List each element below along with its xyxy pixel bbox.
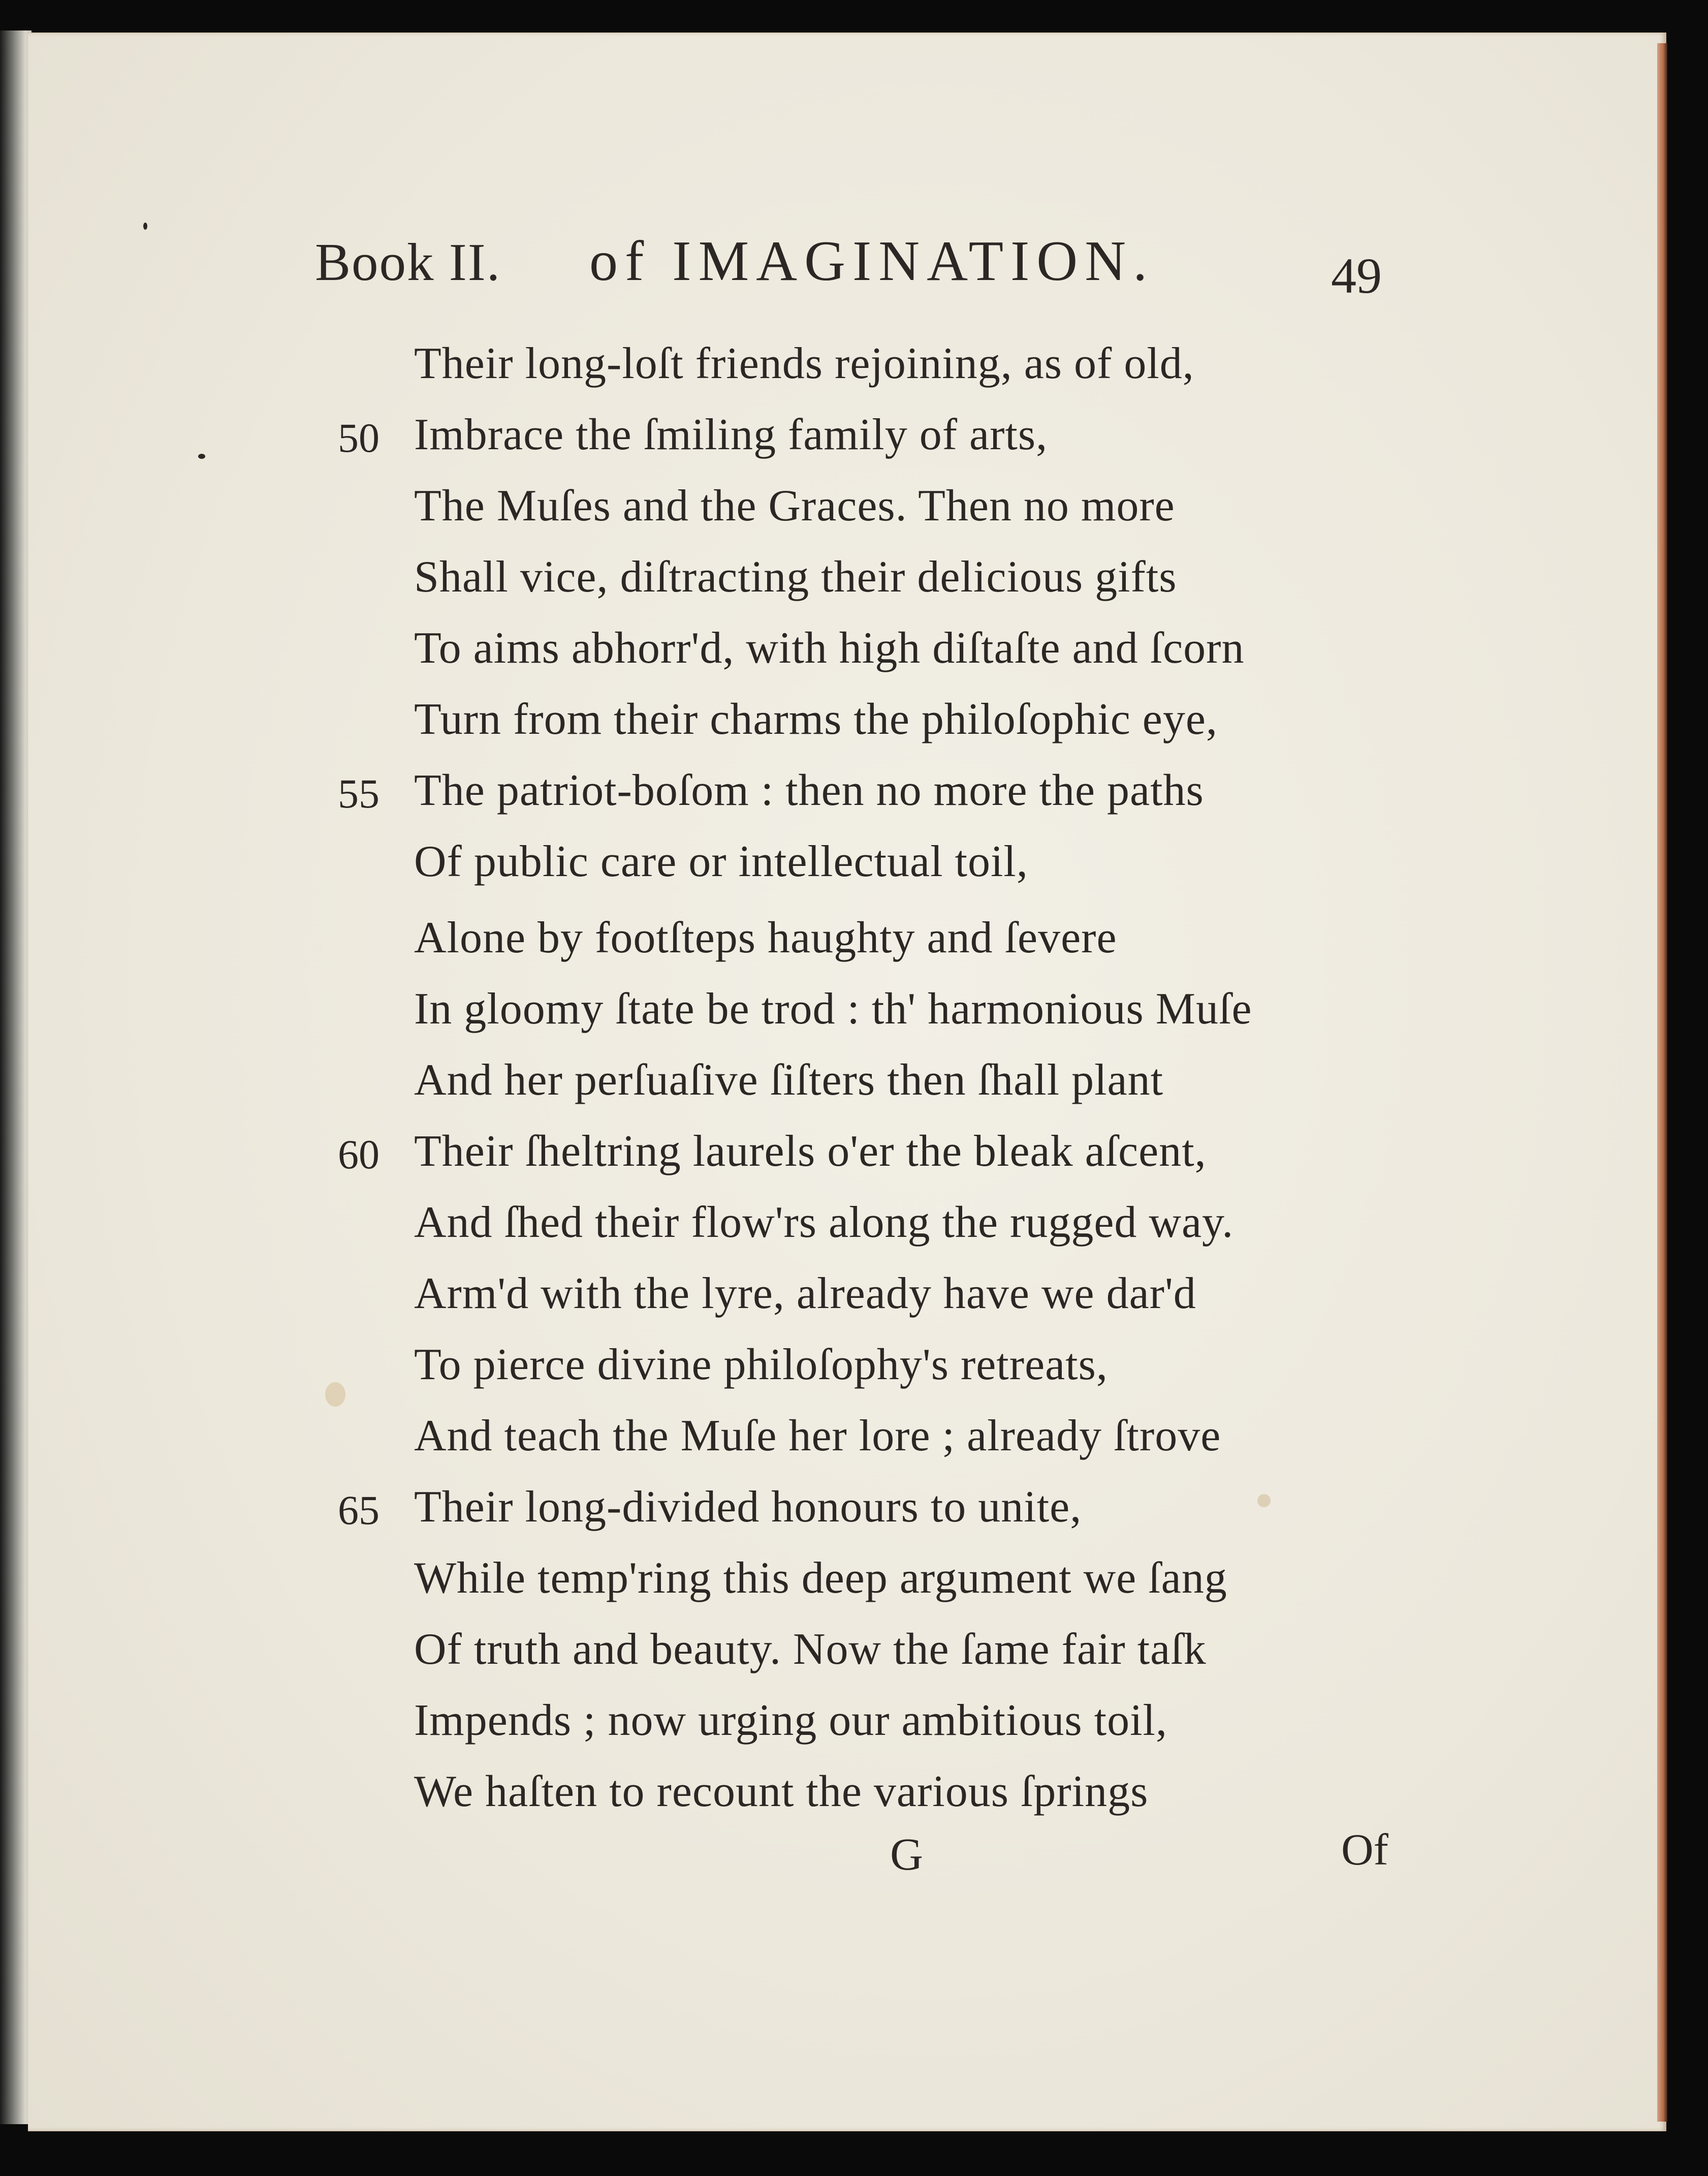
page-edge-left: [0, 30, 31, 2124]
poem-line: The Muſes and the Graces. Then no more: [414, 481, 1175, 531]
poem-line: Of public care or intellectual toil,: [414, 837, 1028, 886]
poem-line: Impends ; now urging our ambitious toil,: [414, 1696, 1167, 1745]
poem-line: And her perſuaſive ſiſters then ſhall plant: [414, 1055, 1164, 1105]
poem-line: Imbrace the ſmiling family of arts,: [414, 410, 1048, 459]
page-number: 49: [1331, 247, 1382, 304]
line-number: 50: [338, 415, 379, 461]
poem-line: Shall vice, diſtracting their delicious gifts: [414, 552, 1177, 602]
poem-line: The patriot-boſom : then no more the paths: [414, 766, 1204, 815]
poem-line: In gloomy ſtate be trod : th' harmonious Muſe: [414, 984, 1252, 1034]
poem-line: Their long-loſt friends rejoining, as of old,: [414, 339, 1194, 388]
poem-line: Alone by footſteps haughty and ſevere: [414, 913, 1117, 962]
foxing-spot: [1257, 1494, 1271, 1507]
foxing-spot: [325, 1382, 345, 1407]
poem-line: Their long-divided honours to unite,: [414, 1482, 1082, 1532]
line-number: 60: [338, 1131, 379, 1177]
poem-line: To aims abhorr'd, with high diſtaſte and ſcorn: [414, 624, 1245, 673]
poem-line: And ſhed their flow'rs along the rugged way.: [414, 1198, 1234, 1247]
poem-line: Arm'd with the lyre, already have we dar'd: [414, 1269, 1196, 1318]
poem-line: And teach the Muſe her lore ; already ſtrove: [414, 1411, 1221, 1460]
poem-line: Turn from their charms the philoſophic eye,: [414, 695, 1218, 744]
ink-speck: [198, 454, 205, 459]
catchword: Of: [1341, 1825, 1388, 1875]
poem-line: Of truth and beauty. Now the ſame fair taſk: [414, 1625, 1207, 1674]
ink-speck: [143, 223, 147, 230]
poem-line: While temp'ring this deep argument we ſang: [414, 1553, 1227, 1603]
running-header-book: Book II.: [315, 232, 501, 292]
running-header-title: of IMAGINATION.: [589, 230, 1155, 293]
line-number: 55: [338, 770, 379, 817]
signature-mark: G: [890, 1829, 923, 1880]
line-number: 65: [338, 1487, 379, 1533]
poem-line: We haſten to recount the various ſprings: [414, 1767, 1149, 1816]
poem-line: Their ſheltring laurels o'er the bleak aſcent,: [414, 1127, 1207, 1176]
poem-line: To pierce divine philoſophy's retreats,: [414, 1340, 1108, 1389]
page-edge-right: [1657, 43, 1667, 2122]
